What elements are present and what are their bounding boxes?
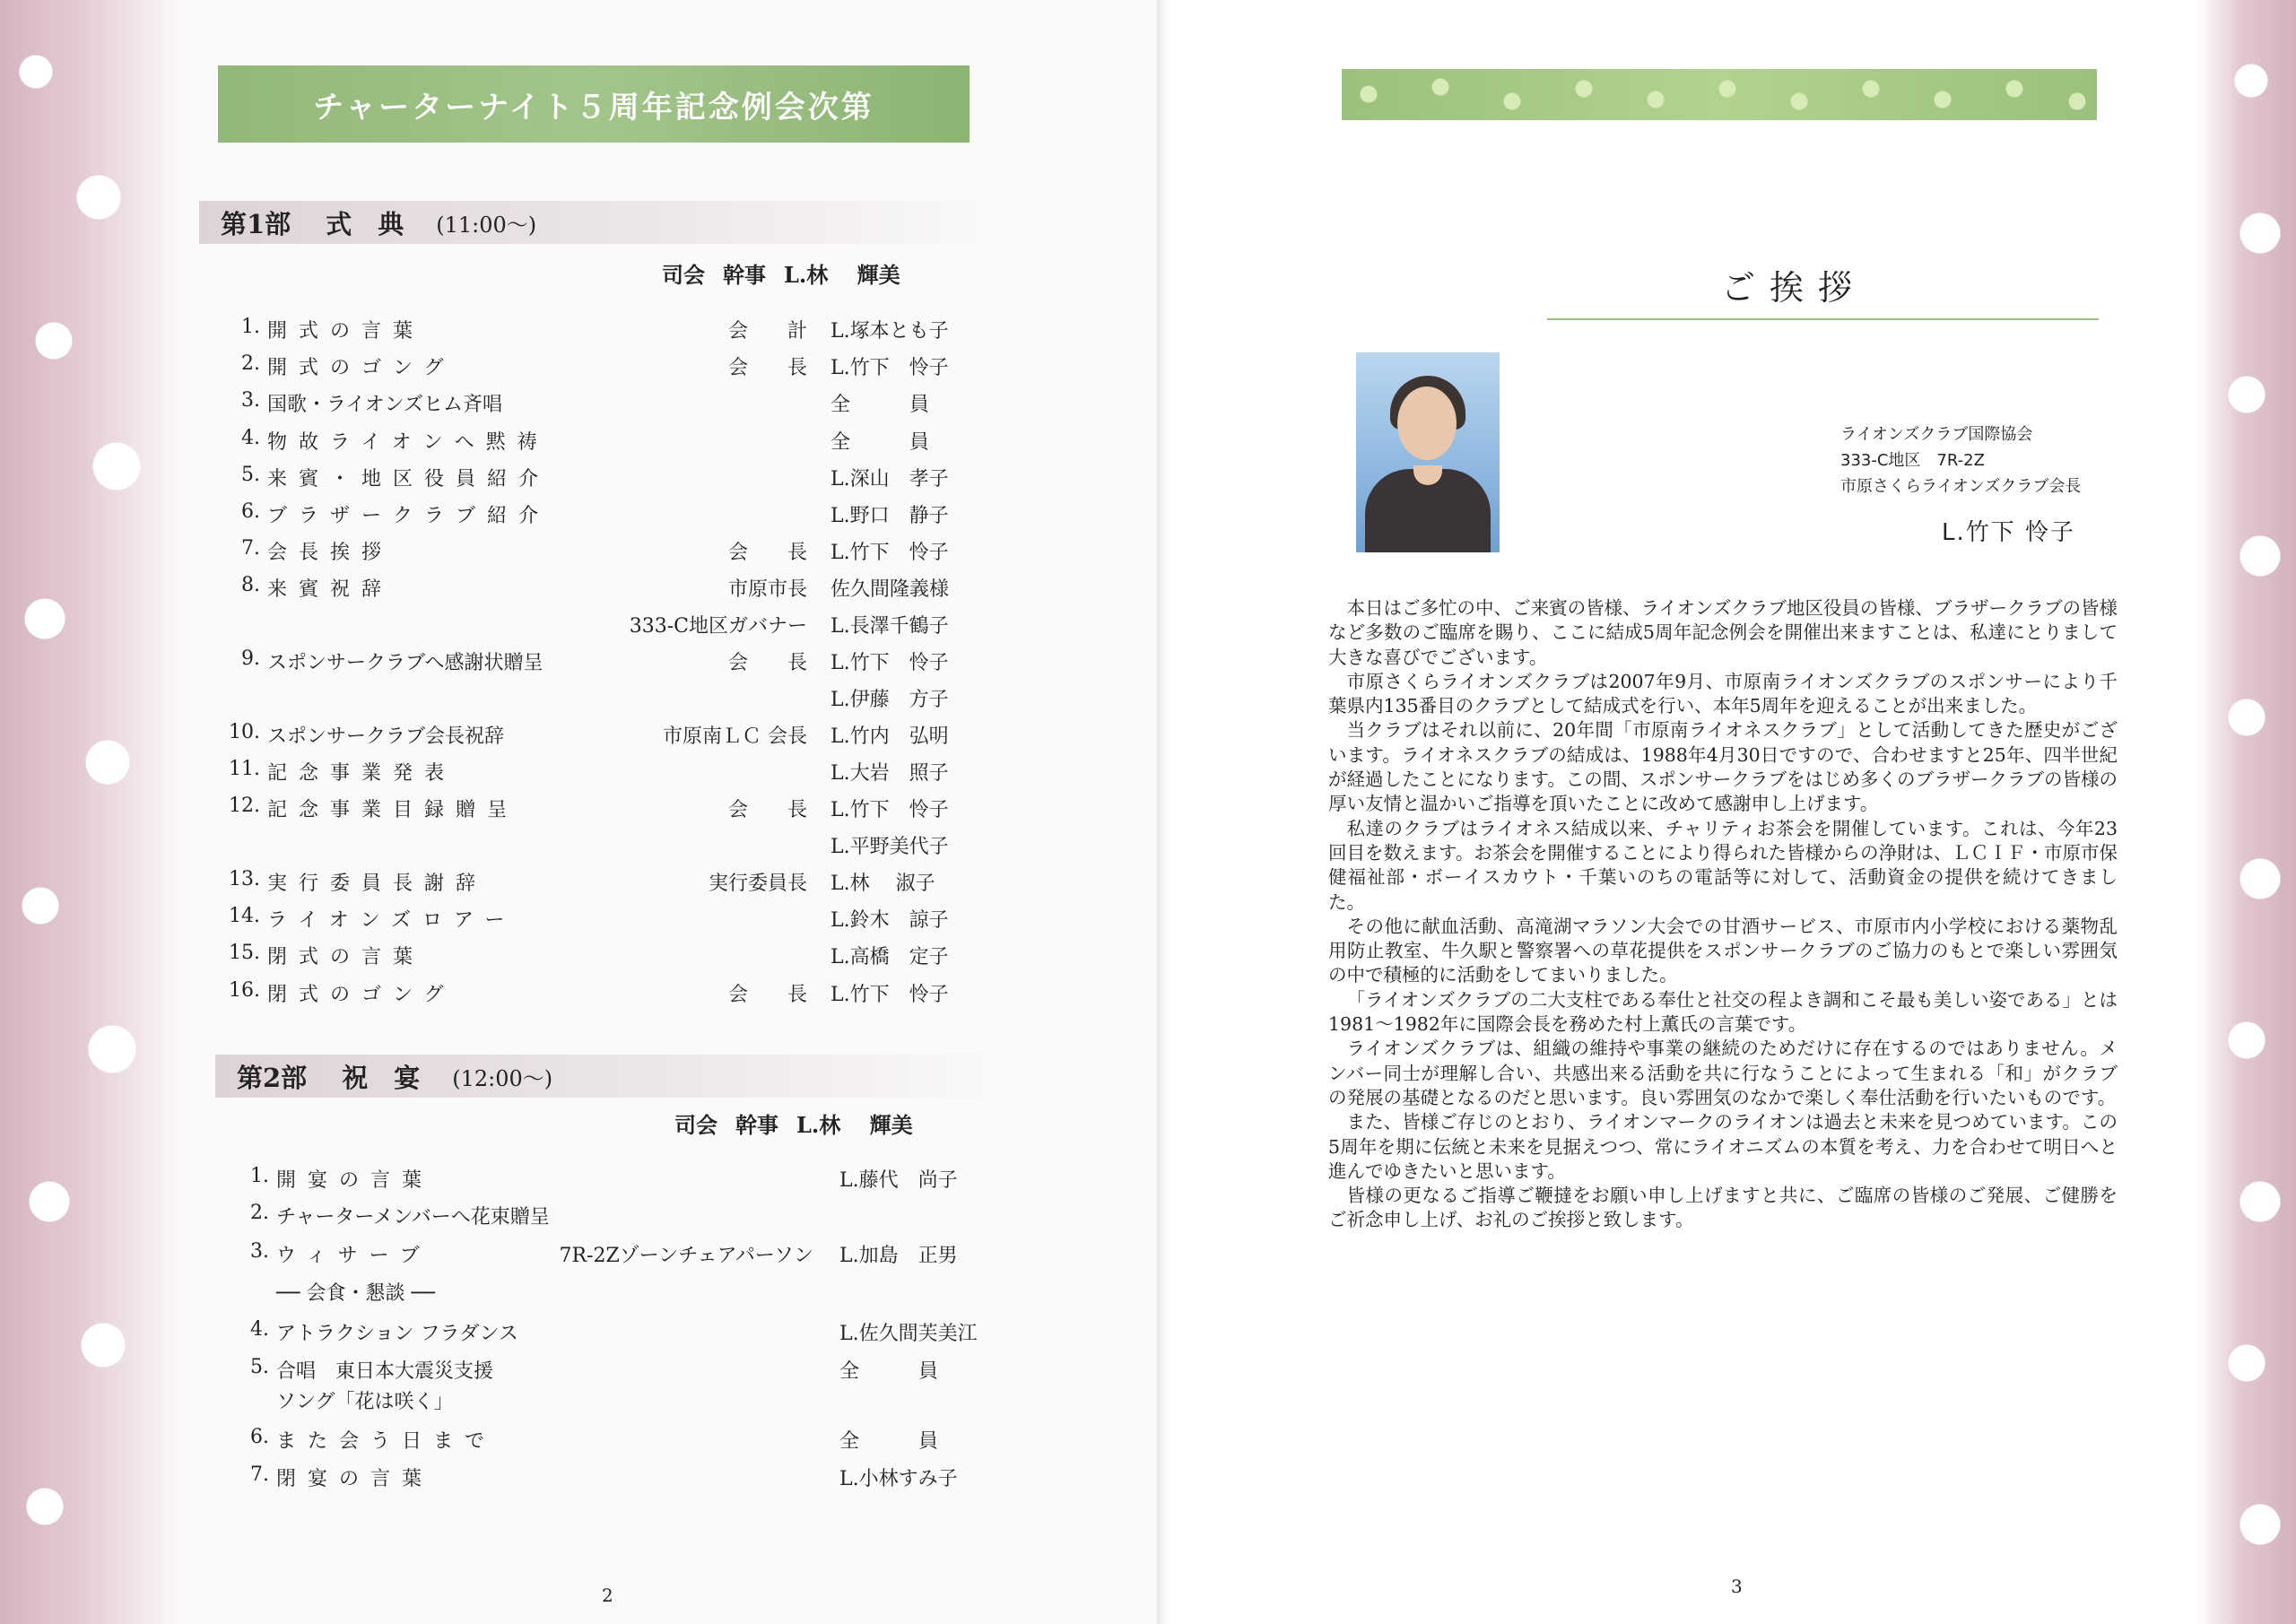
program-row	[224, 352, 987, 381]
program-item-number: 4.	[250, 1318, 269, 1341]
program-item-title: 閉式のゴング	[267, 984, 456, 1006]
cherry-blossom-border-left	[0, 0, 179, 1624]
program-item-title: ── 会食・懇談 ──	[276, 1282, 435, 1305]
mc-name: L.林 輝美	[784, 262, 900, 288]
signer-name: L.竹下 怜子	[1942, 519, 2076, 546]
program-item-title: 記念事業発表	[267, 762, 457, 785]
program-item-person: L.平野美代子	[831, 836, 949, 858]
program-row	[233, 1356, 987, 1385]
program-item-title: 物故ライオンへ黙祷	[267, 431, 549, 454]
program-item-role: 会 長	[727, 542, 807, 564]
program-item-person: 佐久間隆義様	[831, 578, 950, 601]
program-item-number: 3.	[250, 1240, 269, 1263]
program-row	[233, 1165, 987, 1194]
program-item-title: アトラクション フラダンス	[276, 1323, 518, 1345]
part1-time: (11:00～)	[436, 212, 537, 238]
program-item-person: L.竹下 怜子	[831, 984, 949, 1006]
body-paragraph: 市原さくらライオンズクラブは2007年9月、市原南ライオンズクラブのスポンサーにより千葉県内135番目のクラブとして結成式を行い、本年5周年を迎えることが出来ました。	[1328, 670, 2118, 717]
program-item-role: 市原南ＬＣ 会長	[663, 725, 807, 748]
program-row	[224, 647, 987, 676]
program-item-title: 開式の言葉	[267, 320, 425, 343]
program-item-person: L.大岩 照子	[831, 762, 949, 785]
mc-role: 幹事	[723, 262, 766, 288]
program-item-title: スポンサークラブへ感謝状贈呈	[267, 652, 544, 674]
program-row	[224, 795, 987, 823]
program-row	[224, 316, 987, 344]
program-item-role: 会 計	[727, 320, 807, 343]
program-item-number: 14.	[229, 905, 260, 927]
greeting-heading: ご挨拶	[1720, 268, 1866, 308]
program-item-title: 会長挨拶	[267, 542, 394, 564]
program-item-number: 5.	[250, 1356, 269, 1378]
program-row	[233, 1240, 987, 1269]
president-portrait	[1356, 352, 1500, 552]
program-row	[233, 1278, 987, 1307]
body-paragraph: その他に献血活動、高滝湖マラソン大会での甘酒サービス、市原市内小学校における薬物乱用防止教室、牛久駅と警察署への草花提供をスポンサークラブのご協力のもとで楽しい雰囲気の中で積極的に活動をしてまいりました。	[1328, 915, 2118, 986]
org-line: ライオンズクラブ国際協会	[1840, 425, 2033, 444]
program-item-number: 7.	[250, 1463, 269, 1486]
program-item-number: 6.	[250, 1426, 269, 1448]
mc-label: 司会	[674, 1112, 718, 1138]
program-item-person: L.竹下 怜子	[831, 357, 949, 379]
program-row	[233, 1426, 987, 1455]
greeting-body	[1328, 596, 2118, 1233]
program-item-number: 11.	[229, 758, 260, 780]
program-item-title: 来賓祝辞	[267, 578, 394, 601]
program-item-title: スポンサークラブ会長祝辞	[267, 725, 505, 748]
body-paragraph: 当クラブはそれ以前に、20年間「市原南ライオネスクラブ」として活動してきた歴史がございます。ライオネスクラブの結成は、1988年4月30日ですので、合わせますと25年、四半世紀が経過したことになります。この間、スポンサークラブをはじめ多くのブラザークラブの皆様の厚い友情と温かいご指導を頂いたことに改めて感謝申し上げます。	[1328, 719, 2118, 815]
program-row	[224, 758, 987, 786]
program-item-title: 閉宴の言葉	[276, 1468, 434, 1490]
program-row	[233, 1463, 987, 1492]
program-item-number: 2.	[250, 1202, 269, 1224]
program-item-title: ウィサーブ	[276, 1245, 431, 1267]
program-item-role: 会 長	[727, 984, 807, 1006]
program-item-person: L.小林すみ子	[839, 1468, 958, 1490]
mc-name: L.林 輝美	[796, 1112, 913, 1138]
green-floral-banner	[1342, 69, 2097, 120]
program-row	[224, 684, 987, 713]
program-item-person: L.深山 孝子	[831, 468, 949, 491]
program-row	[224, 537, 987, 566]
page-gutter	[1157, 0, 1170, 1624]
program-title-banner	[218, 65, 970, 143]
org-line: 333-C地区 7R-2Z	[1840, 451, 1985, 470]
part2-header	[215, 1055, 1013, 1098]
program-item-person: L.藤代 尚子	[839, 1169, 958, 1192]
part2-time: (12:00～)	[452, 1065, 553, 1091]
program-item-number: 9.	[241, 647, 260, 670]
program-item-number: 16.	[229, 979, 260, 1002]
program-item-number: 8.	[241, 574, 260, 596]
program-item-person: L.伊藤 方子	[831, 689, 949, 711]
program-item-title: 開式のゴング	[267, 357, 456, 379]
part1-header	[199, 201, 1006, 244]
program-row	[224, 721, 987, 750]
part2-mc-line	[674, 1107, 913, 1139]
program-row	[224, 464, 987, 492]
program-row	[224, 427, 987, 456]
program-item-title: 合唱 東日本大震災支援	[276, 1360, 494, 1383]
program-item-title: 国歌・ライオンズヒム斉唱	[267, 394, 503, 416]
program-item-number: 3.	[241, 389, 260, 412]
program-item-role: 市原市長	[727, 578, 807, 601]
program-item-number: 6.	[241, 500, 260, 523]
program-item-role: 333-C地区ガバナー	[629, 615, 807, 638]
program-item-person: L.竹下 怜子	[831, 799, 949, 821]
program-item-title: 実行委員長謝辞	[267, 873, 488, 895]
mc-label: 司会	[662, 262, 705, 288]
program-item-number: 2.	[241, 352, 260, 375]
program-item-number: 1.	[250, 1165, 269, 1187]
program-row	[224, 868, 987, 897]
program-item-number: 7.	[241, 537, 260, 560]
program-item-person: L.高橋 定子	[831, 946, 949, 968]
program-item-person: L.竹下 怜子	[831, 542, 949, 564]
program-item-title: 閉式の言葉	[267, 946, 425, 968]
program-row	[224, 905, 987, 934]
mc-role: 幹事	[735, 1112, 778, 1138]
cherry-blossom-border-right	[2197, 0, 2296, 1624]
program-row	[224, 389, 987, 418]
program-row	[224, 574, 987, 603]
program-row	[224, 979, 987, 1008]
body-paragraph: ライオンズクラブは、組織の維持や事業の継続のためだけに存在するのではありません。メンバー同士が理解し合い、共感出来る活動を共に行なうことによって生まれる「和」がクラブの発展の基礎となるのだと思います。良い雰囲気のなかで楽しく奉仕活動を行いたいものです。	[1328, 1038, 2118, 1108]
part1-title: 第1部 式 典	[221, 208, 404, 239]
page-number-left: 2	[602, 1585, 613, 1606]
program-title: チャーターナイト５周年記念例会次第	[313, 89, 874, 126]
program-item-person: L.野口 静子	[831, 505, 949, 527]
program-row	[224, 942, 987, 970]
program-item-role: 会 長	[727, 652, 807, 674]
program-item-person: L.佐久間芙美江	[839, 1323, 978, 1345]
page-number-right: 3	[1731, 1576, 1743, 1597]
program-item-title: ライオンズロアー	[267, 909, 517, 932]
program-item-role: 実行委員長	[708, 873, 807, 895]
program-item-number: 15.	[229, 942, 260, 964]
heading-rule	[1547, 318, 2099, 320]
program-item-person: 全 員	[831, 431, 930, 454]
program-item-person: L.竹下 怜子	[831, 652, 949, 674]
program-item-number: 10.	[229, 721, 260, 743]
program-item-person: L.長澤千鶴子	[831, 615, 949, 638]
program-item-number: 4.	[241, 427, 260, 449]
program-item-person: L.林 淑子	[831, 873, 935, 895]
program-item-person: 全 員	[839, 1360, 939, 1383]
part2-title: 第2部 祝 宴	[237, 1062, 421, 1093]
program-item-person: L.竹内 弘明	[831, 725, 949, 748]
program-row	[224, 500, 987, 529]
portrait-face	[1397, 386, 1457, 460]
program-item-number: 1.	[241, 316, 260, 338]
program-item-title: ブラザークラブ紹介	[267, 505, 551, 527]
program-item-title: チャーターメンバーへ花束贈呈	[276, 1206, 550, 1229]
program-item-person: L.鈴木 諒子	[831, 909, 949, 932]
program-item-number: 5.	[241, 464, 260, 486]
body-paragraph: 私達のクラブはライオネス結成以来、チャリティお茶会を開催しています。これは、今年23回目を数えます。お茶会を開催することにより得られた皆様からの浄財は、ＬＣＩＦ・市原市保健福祉部・ボーイスカウト・千葉いのちの電話等に対して、活動資金の提供を続けてきました。	[1328, 817, 2118, 913]
program-item-person: 全 員	[839, 1430, 939, 1453]
program-item-title: 記念事業目録贈呈	[267, 799, 519, 821]
body-paragraph: 皆様の更なるご指導ご鞭撻をお願い申し上げますと共に、ご臨席の皆様のご発展、ご健勝をご祈念申し上げ、お礼のご挨拶と致します。	[1328, 1185, 2118, 1231]
program-item-number: 12.	[229, 795, 260, 817]
program-item-person: L.加島 正男	[839, 1245, 958, 1267]
program-item-person: L.塚本とも子	[831, 320, 949, 343]
program-row	[224, 831, 987, 860]
org-line: 市原さくらライオンズクラブ会長	[1840, 477, 2082, 496]
program-item-title: ソング「花は咲く」	[276, 1391, 454, 1413]
program-item-title: また会う日まで	[276, 1430, 497, 1453]
body-paragraph: また、皆様ご存じのとおり、ライオンマークのライオンは過去と未来を見つめています。この5周年を期に伝統と未来を見据えつつ、常にライオニズムの本質を考え、力を合わせて明日へと進んでゆきたいと思います。	[1328, 1111, 2118, 1182]
body-paragraph: 本日はご多忙の中、ご来賓の皆様、ライオンズクラブ地区役員の皆様、ブラザークラブの皆様など多数のご臨席を賜り、ここに結成5周年記念例会を開催出来ますことは、私達にとりまして大きな喜びでございます。	[1328, 597, 2118, 668]
program-row	[233, 1202, 987, 1230]
program-item-person: 全 員	[831, 394, 930, 416]
program-item-number: 13.	[229, 868, 260, 890]
program-row	[233, 1386, 987, 1415]
program-row	[224, 611, 987, 639]
part1-mc-line	[662, 257, 900, 289]
body-paragraph: 「ライオンズクラブの二大支柱である奉仕と社交の程よき調和こそ最も美しい姿である」とは1981～1982年に国際会長を務めた村上薫氏の言葉です。	[1328, 988, 2118, 1036]
program-item-role: 会 長	[727, 799, 807, 821]
program-item-title: 開宴の言葉	[276, 1169, 434, 1192]
program-item-role: 7R-2Zゾーンチェアパーソン	[559, 1245, 813, 1267]
signer-organization	[1840, 421, 2081, 499]
program-row	[233, 1318, 987, 1347]
program-item-title: 来賓・地区役員紹介	[267, 468, 551, 491]
program-item-role: 会 長	[727, 357, 807, 379]
